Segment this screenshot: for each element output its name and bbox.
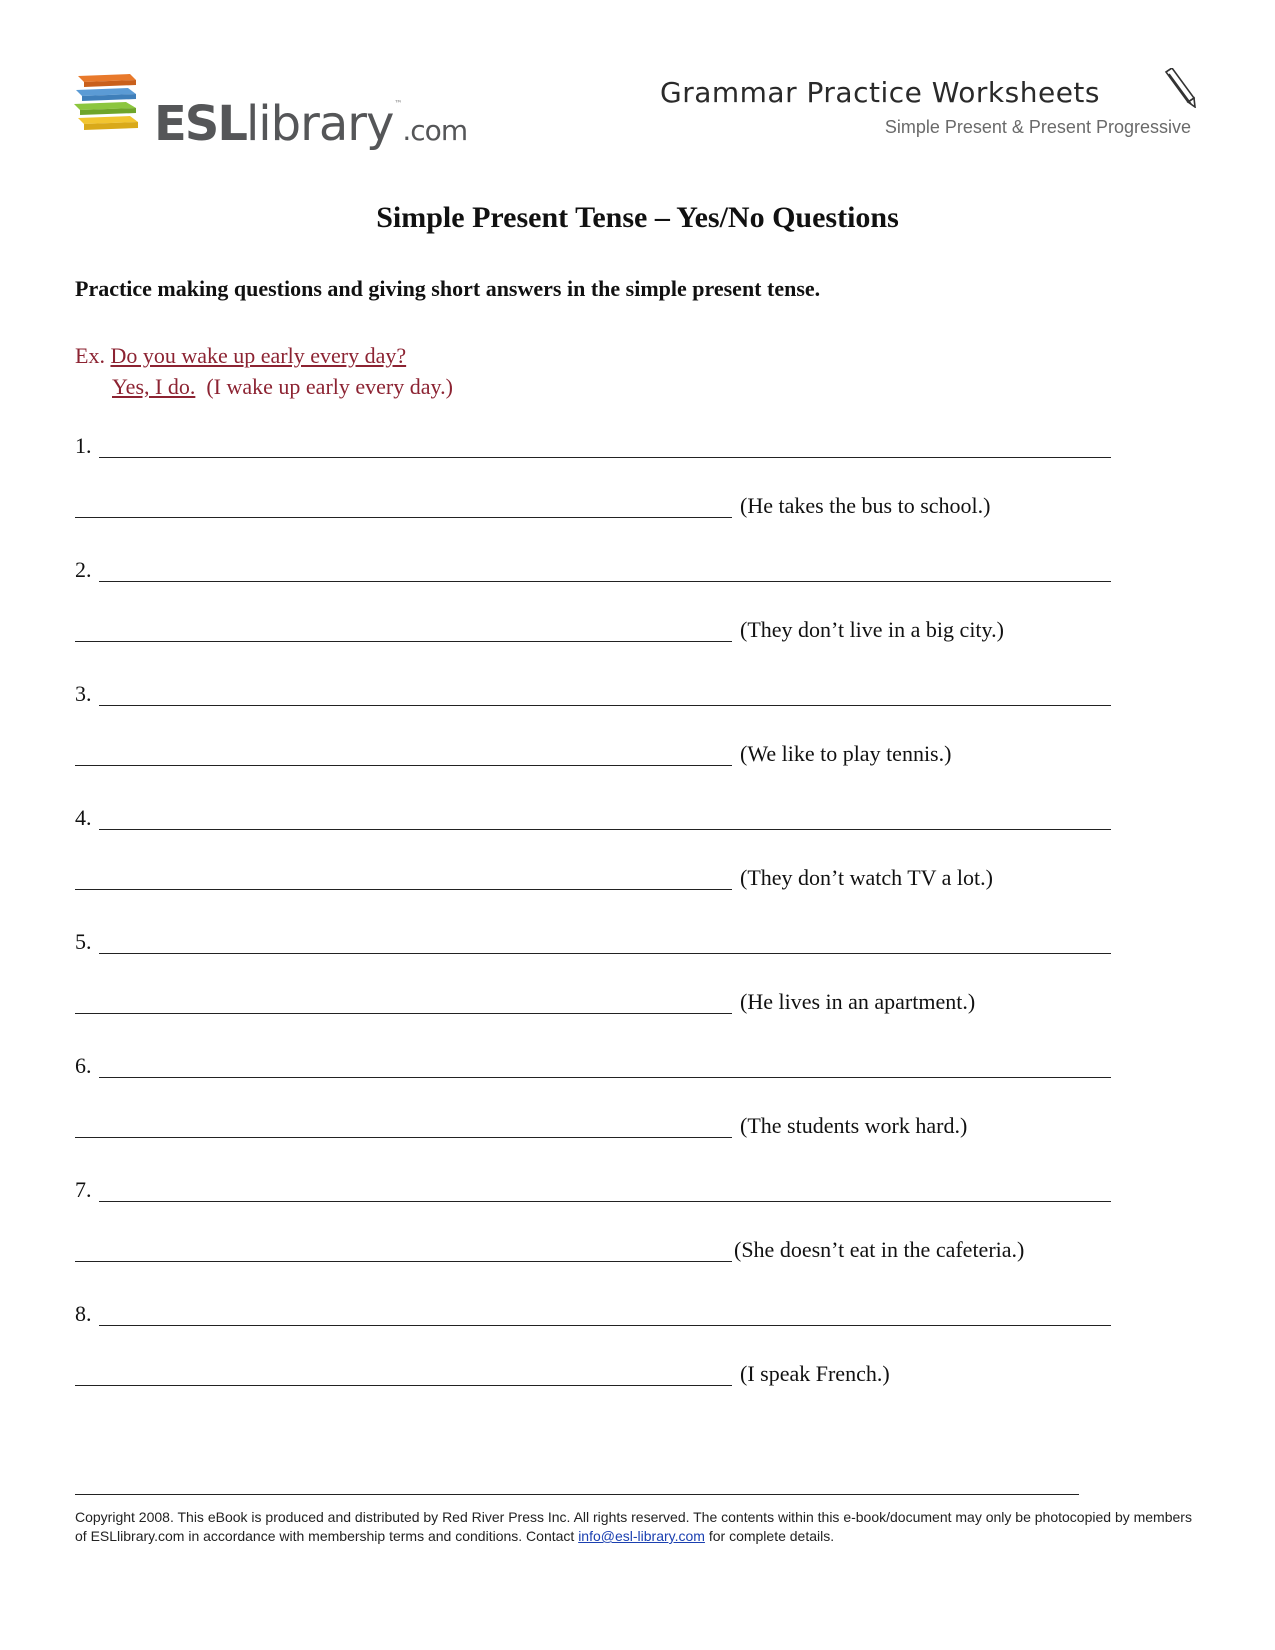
exercise-item <box>75 432 1115 556</box>
answer-line[interactable] <box>75 1112 1111 1142</box>
question-blank[interactable] <box>99 457 1111 458</box>
footer-text-end: for complete details. <box>704 1528 835 1544</box>
logo-wordmark <box>154 76 467 159</box>
answer-hint: (He takes the bus to school.) <box>740 493 991 518</box>
question-blank[interactable] <box>99 705 1111 706</box>
answer-blank[interactable] <box>75 517 732 518</box>
exercise-item <box>75 680 1115 804</box>
example-question: Do you wake up early every day? <box>110 343 407 368</box>
footer-divider <box>75 1494 1079 1495</box>
answer-line[interactable] <box>75 740 1111 770</box>
answer-blank[interactable] <box>75 765 732 766</box>
question-line[interactable] <box>75 804 1111 834</box>
answer-blank[interactable] <box>75 1013 732 1014</box>
exercise-item <box>75 804 1115 928</box>
instructions: Practice making questions and giving short answers in the simple present tense. <box>75 276 821 301</box>
logo-brand-suffix: library <box>245 96 394 152</box>
exercise-item <box>75 1052 1115 1176</box>
question-line[interactable] <box>75 928 1111 958</box>
answer-hint: (She doesn’t eat in the cafeteria.) <box>734 1237 1025 1262</box>
logo-trademark: ™ <box>394 99 403 108</box>
page-header <box>0 0 1275 160</box>
item-number: 4. <box>75 805 92 830</box>
item-number: 1. <box>75 433 92 458</box>
example-answer-row <box>75 371 453 402</box>
example-hint: (I wake up early every day.) <box>206 374 453 399</box>
question-line[interactable] <box>75 1300 1111 1330</box>
question-blank[interactable] <box>99 953 1111 954</box>
question-line[interactable] <box>75 556 1111 586</box>
exercise-item <box>75 928 1115 1052</box>
item-number: 3. <box>75 681 92 706</box>
answer-line[interactable] <box>75 616 1111 646</box>
question-blank[interactable] <box>99 1077 1111 1078</box>
logo-brand: ESL <box>154 96 246 152</box>
worksheet-series-title: Grammar Practice Worksheets <box>660 76 1100 109</box>
item-number: 5. <box>75 929 92 954</box>
exercise-list <box>75 432 1115 1424</box>
answer-blank[interactable] <box>75 641 732 642</box>
example-block <box>75 340 453 402</box>
question-blank[interactable] <box>99 829 1111 830</box>
answer-hint: (The students work hard.) <box>740 1113 968 1138</box>
answer-line[interactable] <box>75 864 1111 894</box>
answer-line[interactable] <box>75 492 1111 522</box>
answer-line[interactable] <box>75 1236 1111 1266</box>
exercise-item <box>75 1300 1115 1424</box>
books-logo-icon <box>74 72 144 140</box>
answer-blank[interactable] <box>75 1385 732 1386</box>
item-number: 7. <box>75 1177 92 1202</box>
question-line[interactable] <box>75 1176 1111 1206</box>
example-answer: Yes, I do. <box>112 374 196 399</box>
question-line[interactable] <box>75 680 1111 710</box>
answer-line[interactable] <box>75 988 1111 1018</box>
exercise-item <box>75 1176 1115 1300</box>
question-blank[interactable] <box>99 581 1111 582</box>
answer-hint: (He lives in an apartment.) <box>740 989 976 1014</box>
exercise-item <box>75 556 1115 680</box>
worksheet-series-subtitle: Simple Present & Present Progressive <box>884 117 1191 137</box>
answer-hint: (They don’t watch TV a lot.) <box>740 865 993 890</box>
answer-hint: (They don’t live in a big city.) <box>740 617 1004 642</box>
footer-text: Copyright 2008. This eBook is produced and distributed by Red River Press Inc. All rights reserved. The contents within this e-book/document may only be photocopied by members of ESLlibrary.com in accordance with membership terms and conditions. Contact <box>75 1509 1192 1544</box>
question-line[interactable] <box>75 1052 1111 1082</box>
copyright-footer <box>75 1508 1195 1546</box>
answer-hint: (We like to play tennis.) <box>740 741 952 766</box>
example-label: Ex. <box>75 343 105 368</box>
item-number: 2. <box>75 557 92 582</box>
contact-email-link[interactable]: info@esl-library.com <box>578 1528 705 1544</box>
item-number: 8. <box>75 1301 92 1326</box>
example-question-row <box>75 340 453 371</box>
question-blank[interactable] <box>99 1201 1111 1202</box>
esl-library-logo[interactable] <box>74 72 468 152</box>
answer-blank[interactable] <box>75 1137 732 1138</box>
page-title: Simple Present Tense – Yes/No Questions <box>376 201 899 234</box>
answer-hint: (I speak French.) <box>740 1361 890 1386</box>
question-line[interactable] <box>75 432 1111 462</box>
answer-line[interactable] <box>75 1360 1111 1390</box>
logo-tld: .com <box>402 114 468 147</box>
answer-blank[interactable] <box>75 1261 732 1262</box>
answer-blank[interactable] <box>75 889 732 890</box>
pencil-icon <box>1158 68 1196 108</box>
item-number: 6. <box>75 1053 92 1078</box>
question-blank[interactable] <box>99 1325 1111 1326</box>
